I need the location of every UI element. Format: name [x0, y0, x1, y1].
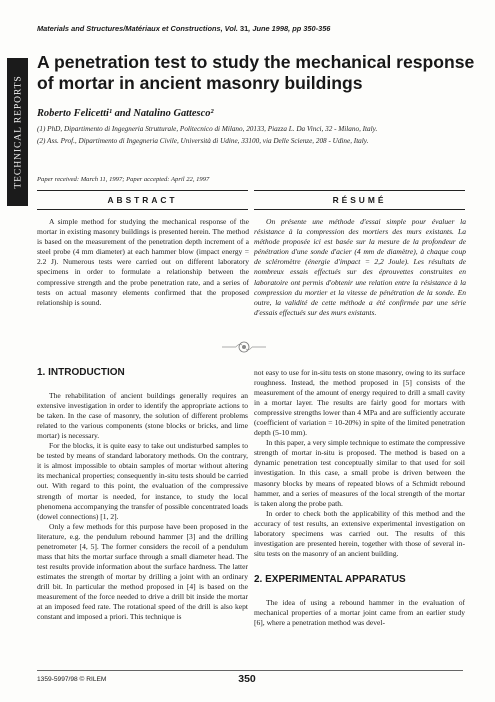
section-divider-ornament: [222, 340, 266, 354]
abstract-text: A simple method for studying the mechanical response of the mortar in existing masonry buildings is presented herein. The method is based on the measurement of the penetration depth increment of a steel probe (4 mm diameter) at each hammer blow (impact energy = 2.2 J). Numerous tests were carried out on different laboratory specimens in order to formulate a relationship between the compressive strength and the probe penetration rate, and a series of tests on actual masonry elements confirmed that the proposed relationship is sound.: [37, 217, 249, 307]
section-heading-experimental-apparatus: 2. EXPERIMENTAL APPARATUS: [254, 573, 406, 585]
body-paragraph: The idea of using a rebound hammer in the evaluation of mechanical properties of a mortar joint came from an earlier study [6], where a penetration method was devel-: [254, 597, 465, 628]
section-heading-introduction: 1. INTRODUCTION: [37, 367, 125, 378]
intro-paragraph: For the blocks, it is quite easy to take out undisturbed samples to be tested by means of standard laboratory methods. On the contrary, it is almost impossible to obtain samples of mortar without altering its mechanical properties; consequently in-situ tests should be carried out. With regard to this point, the evaluation of the compressive strength of mortar is needed, for instance, to study the local phenomena accompanying the transfer of possible concentrated loads (dowel connections) [1, 2].: [37, 441, 248, 521]
intro-paragraph: Only a few methods for this purpose have been proposed in the literature, e.g. the pendulum rebound hammer [3] and the drilling penetrometer [4, 5]. The former considers the recoil of a pendulum mass that hits the mortar surface through a small diameter head. The test results provide information about the surface hardness. The latter estimates the strength of mortar by drilling a joint with an ordinary drill bit. In particular the method proposed in [4] is based on the measurement of the force needed to drive a drill bit inside the mortar at an imposed feed rate. The rotational speed of the drill is also kept constant and imposed a priori. This technique is: [37, 521, 248, 622]
journal-citation: [37, 24, 467, 33]
authors: Roberto Felicetti¹ and Natalino Gattesco²: [37, 108, 214, 119]
intro-paragraph: The rehabilitation of ancient buildings generally requires an extensive investigation in order to identify the appropriate actions to be taken. In the case of masonry, the solution of different problems related to the various components (stone blocks or bricks, and lime mortar) is necessary.: [37, 391, 248, 441]
resume-rule-top: [254, 190, 465, 191]
section-tab: [7, 58, 28, 206]
abstract-heading: ABSTRACT: [107, 195, 178, 205]
resume-heading: RÉSUMÉ: [332, 195, 387, 205]
journal-volume: 31: [240, 24, 249, 33]
paper-title: A penetration test to study the mechanical response of mortar in ancient masonry buildings: [37, 52, 475, 93]
body-paragraph: In this paper, a very simple technique to estimate the compressive strength of mortar in-situ is proposed. The method is based on a dynamic penetration test conceptually similar to that used for soil investigation. In this case, a small probe is driven between the masonry blocks by means of repeated blows of a Schmidt rebound hammer, and a series of measures of the local strength of the mortar is taken along the probe path.: [254, 438, 465, 508]
journal-issue: , June 1998, pp 350-356: [248, 24, 331, 33]
footer-issn: 1359-5997/98 © RILEM: [37, 676, 107, 683]
footer-rule: [37, 670, 463, 671]
section-tab-label: TECHNICAL REPORTS: [12, 75, 23, 189]
page-number: 350: [238, 673, 256, 685]
journal-name: Materials and Structures/Matériaux et Constructions, Vol.: [37, 24, 241, 33]
abstract-rule-bottom: [37, 209, 248, 210]
affiliation-2: (2) Ass. Prof., Dipartimento di Ingegneria Civile, Università di Udine, 33100, via Delle Scienze, 208 - Udine, Italy.: [37, 137, 369, 145]
received-accepted-dates: Paper received: March 11, 1997; Paper accepted: April 22, 1997: [37, 176, 210, 183]
right-column: [254, 368, 465, 628]
abstract-rule-top: [37, 190, 248, 191]
resume-text: On présente une méthode d'essai simple pour évaluer la résistance à la compression des mortiers des murs existants. La méthode proposée ici est basée sur la mesure de la profondeur de pénétration d'une sonde d'acier (4 mm de diamètre), à chaque coup de scléromètre (énergie d'impact = 2,2 Joule). Les résultats de nombreux essais effectués sur des éprouvettes construites en laboratoire ont permis d'obtenir une relation entre la résistance à la compression du mortier et la vitesse de pénétration de la sonde. En outre, la validité de cette méthode a été confirmée par une série d'essais effectués sur des murs existants.: [254, 217, 466, 317]
resume-rule-bottom: [254, 209, 465, 210]
left-column: [37, 368, 248, 622]
affiliation-1: (1) PhD, Dipartimento di Ingegneria Strutturale, Politecnico di Milano, 20133, Piazza L. Da Vinci, 32 - Milano, Italy.: [37, 125, 378, 133]
body-paragraph: In order to check both the applicability of this method and the accuracy of test results, an extensive experimental investigation on laboratory specimens was carried out. The results of this investigation are presented herein, together with those of several in-situ tests on the masonry of an ancient building.: [254, 508, 465, 558]
body-paragraph: not easy to use for in-situ tests on stone masonry, owing to its surface roughness. Instead, the method proposed in [5] consists of the measurement of the amount of energy required to drill a small cavity in a mortar layer. The results are fairly good for mortars with compressive strengths lower than 4 MPa and are sufficiently accurate (coefficient of variation = 10-20%) in spite of the limited penetration depth (5-10 mm).: [254, 368, 465, 438]
